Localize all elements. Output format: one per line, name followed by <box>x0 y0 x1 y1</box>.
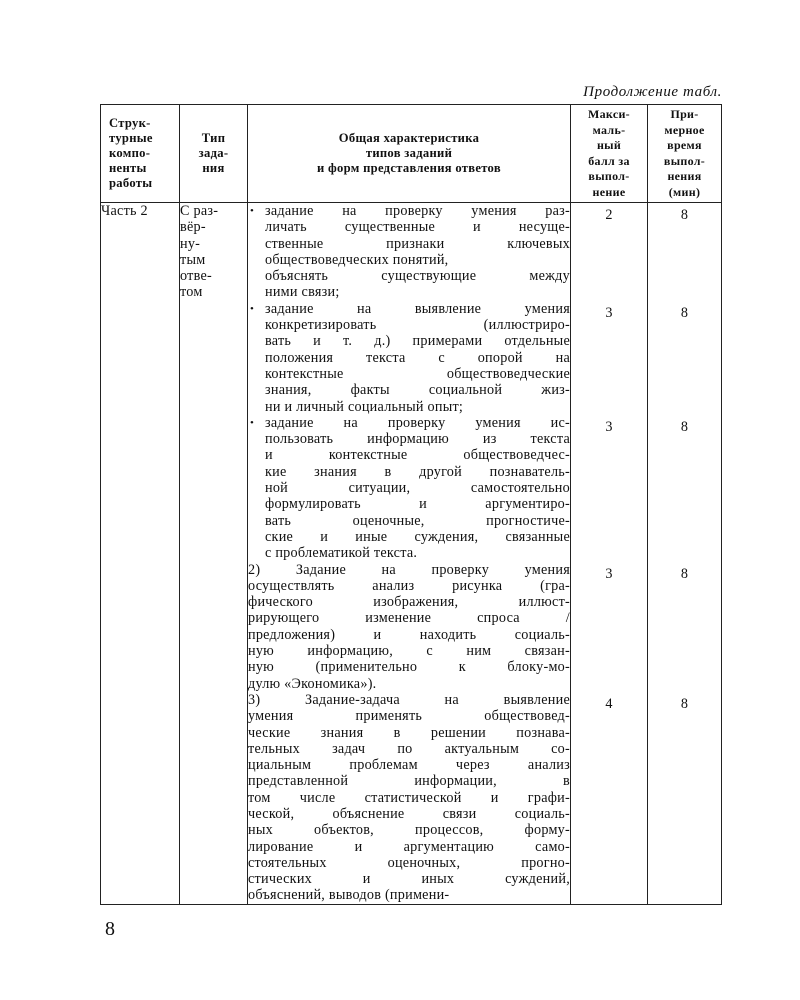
description-line <box>248 676 570 692</box>
description-text: стоятельных оценочных, прогно- <box>248 854 570 871</box>
header-line: выпол- <box>663 153 706 168</box>
description-text: ную (применительно к блоку-мо- <box>248 659 570 676</box>
time-value: 8 <box>680 565 689 582</box>
description-line <box>248 855 570 871</box>
description-text: ную информацию, с ним связан- <box>248 643 570 660</box>
description-text: задание на проверку умения ис- <box>265 414 570 431</box>
header-structural-components <box>101 105 180 203</box>
description-text: представленной информации, в <box>248 773 570 790</box>
description-line <box>248 790 570 806</box>
description-text: тельных задач по актуальным со- <box>248 740 570 757</box>
header-task-type <box>180 105 248 203</box>
description-line <box>248 562 570 578</box>
header-line: компо- <box>109 146 151 160</box>
description-line <box>248 627 570 643</box>
max-score-value: 3 <box>605 565 613 582</box>
header-description <box>248 105 571 203</box>
description-text: ни и личный социальный опыт; <box>265 398 464 415</box>
description-line <box>248 480 570 496</box>
description-text: рирующего изменение спроса / <box>248 610 570 627</box>
description-text: ские и иные суждения, связанные <box>265 528 570 545</box>
header-line: нения <box>667 169 702 183</box>
description-text: фического изображения, иллюст- <box>248 594 570 611</box>
description-line <box>248 773 570 789</box>
description-text: личать существенные и несуще- <box>265 219 570 236</box>
description-line <box>248 317 570 333</box>
header-line: ния <box>202 161 225 175</box>
description-text: ственные признаки ключевых <box>265 235 570 252</box>
description-line <box>248 887 570 903</box>
description-line <box>248 725 570 741</box>
description-line <box>248 545 570 561</box>
description-line <box>248 268 570 284</box>
header-max-score <box>571 105 648 203</box>
header-line: Тип <box>201 131 226 145</box>
header-line: (мин) <box>668 184 701 199</box>
time-value: 8 <box>680 304 689 321</box>
task-type-cell <box>180 203 248 905</box>
header-line: Общая характеристика <box>338 131 480 145</box>
bullet-icon: • <box>250 302 255 315</box>
description-text: 2) Задание на проверку умения <box>248 561 570 578</box>
description-text: контекстные обществоведческие <box>265 365 570 382</box>
description-text: осуществлять анализ рисунка (гра- <box>248 577 570 594</box>
description-line <box>248 382 570 398</box>
header-line: работы <box>109 176 153 190</box>
description-text: с проблематикой текста. <box>265 545 418 562</box>
description-text: ческие знания в решении познава- <box>248 724 570 741</box>
description-line <box>248 839 570 855</box>
header-row <box>101 105 722 203</box>
bullet-icon: • <box>250 416 255 429</box>
description-line <box>248 350 570 366</box>
description-line <box>248 366 570 382</box>
description-line <box>248 431 570 447</box>
description-line <box>248 219 570 235</box>
part-cell <box>101 203 180 905</box>
header-line: турные <box>109 131 153 145</box>
description-line <box>248 708 570 724</box>
description-line <box>248 236 570 252</box>
header-line: выпол- <box>588 169 630 183</box>
description-text: ной ситуации, самостоятельно <box>265 480 570 497</box>
header-line: Макси- <box>588 107 630 121</box>
header-line: время <box>667 138 702 152</box>
description-text: ческой, объяснение связи социаль- <box>248 805 570 822</box>
description-line <box>248 822 570 838</box>
task-type-line: тым <box>180 251 206 268</box>
description-line <box>248 643 570 659</box>
max-score-value: 3 <box>605 418 613 435</box>
time-cell <box>648 203 722 905</box>
max-score-value: 4 <box>605 696 613 712</box>
description-text: умения применять обществовед- <box>248 708 570 725</box>
bullet-icon: • <box>250 205 255 217</box>
header-line: балл за <box>588 153 630 168</box>
description-text: знания, факты социальной жиз- <box>265 382 570 399</box>
description-line <box>248 333 570 349</box>
header-line: и форм представления ответов <box>317 161 501 175</box>
description-text: конкретизировать (иллюстриро- <box>265 317 570 334</box>
description-text: кие знания в другой познаватель- <box>265 463 570 480</box>
description-line <box>248 757 570 773</box>
description-text: формулировать и аргументиро- <box>265 496 570 513</box>
description-text: и контекстные обществоведчес- <box>265 447 570 464</box>
description-text: объяснений, выводов (примени- <box>248 887 450 904</box>
description-line <box>248 447 570 463</box>
description-text: том числе статистической и графи- <box>248 789 570 806</box>
task-type-line: том <box>180 284 203 301</box>
description-line <box>248 415 570 431</box>
description-line <box>248 741 570 757</box>
header-line: ный <box>596 138 622 152</box>
task-type-line: С раз- <box>180 203 219 219</box>
description-line <box>248 610 570 626</box>
part-label: Часть 2 <box>101 203 148 219</box>
description-text: обществоведческих понятий, <box>265 251 449 268</box>
description-line <box>248 301 570 317</box>
description-line <box>248 594 570 610</box>
time-value: 8 <box>680 207 689 223</box>
task-type-line: отве- <box>180 268 212 285</box>
description-text: стических и иных суждений, <box>248 871 570 888</box>
description-line <box>248 252 570 268</box>
header-line: зада- <box>198 146 229 160</box>
header-line: мерное <box>664 122 705 137</box>
table-row <box>101 203 722 905</box>
max-score-value: 2 <box>605 207 613 223</box>
max-score-value: 3 <box>605 304 613 321</box>
page-number: 8 <box>105 918 115 940</box>
description-line <box>248 496 570 512</box>
time-value: 8 <box>680 418 689 435</box>
description-text: предложения) и находить социаль- <box>248 626 570 643</box>
description-line <box>248 513 570 529</box>
task-type-line: ну- <box>180 235 201 252</box>
description-line <box>248 529 570 545</box>
time-value: 8 <box>680 696 689 712</box>
header-line: ненты <box>109 161 147 175</box>
description-line <box>248 871 570 887</box>
description-line <box>248 692 570 708</box>
max-score-cell <box>571 203 648 905</box>
description-text: ных объектов, процессов, форму- <box>248 822 570 839</box>
header-line: маль- <box>592 122 626 137</box>
description-text: циальным проблемам через анализ <box>248 757 570 774</box>
description-text: 3) Задание-задача на выявление <box>248 691 570 708</box>
description-text: задание на проверку умения раз- <box>265 203 570 219</box>
description-line <box>248 659 570 675</box>
description-text: положения текста с опорой на <box>265 349 570 366</box>
description-line <box>248 203 570 219</box>
description-text: лирование и аргументацию само- <box>248 838 570 855</box>
description-text: вать и т. д.) примерами отдельные <box>265 333 570 350</box>
header-line: Струк- <box>109 116 151 130</box>
description-text: ними связи; <box>265 284 340 301</box>
description-text: объяснять существующие между <box>265 268 570 285</box>
description-line <box>248 806 570 822</box>
description-text: пользовать информацию из текста <box>265 431 570 448</box>
description-line <box>248 464 570 480</box>
header-line: При- <box>670 107 699 121</box>
header-line: нение <box>592 184 626 199</box>
description-cell <box>248 203 571 905</box>
description-text: задание на выявление умения <box>265 300 570 317</box>
tasks-table <box>100 104 722 905</box>
header-line: типов заданий <box>365 146 453 160</box>
description-text: дулю «Экономика»). <box>248 675 377 692</box>
header-time <box>648 105 722 203</box>
description-line <box>248 284 570 300</box>
continuation-label: Продолжение табл. <box>583 84 722 100</box>
description-line <box>248 578 570 594</box>
task-type-line: вёр- <box>180 219 206 236</box>
description-line <box>248 399 570 415</box>
description-text: вать оценочные, прогностиче- <box>265 512 570 529</box>
